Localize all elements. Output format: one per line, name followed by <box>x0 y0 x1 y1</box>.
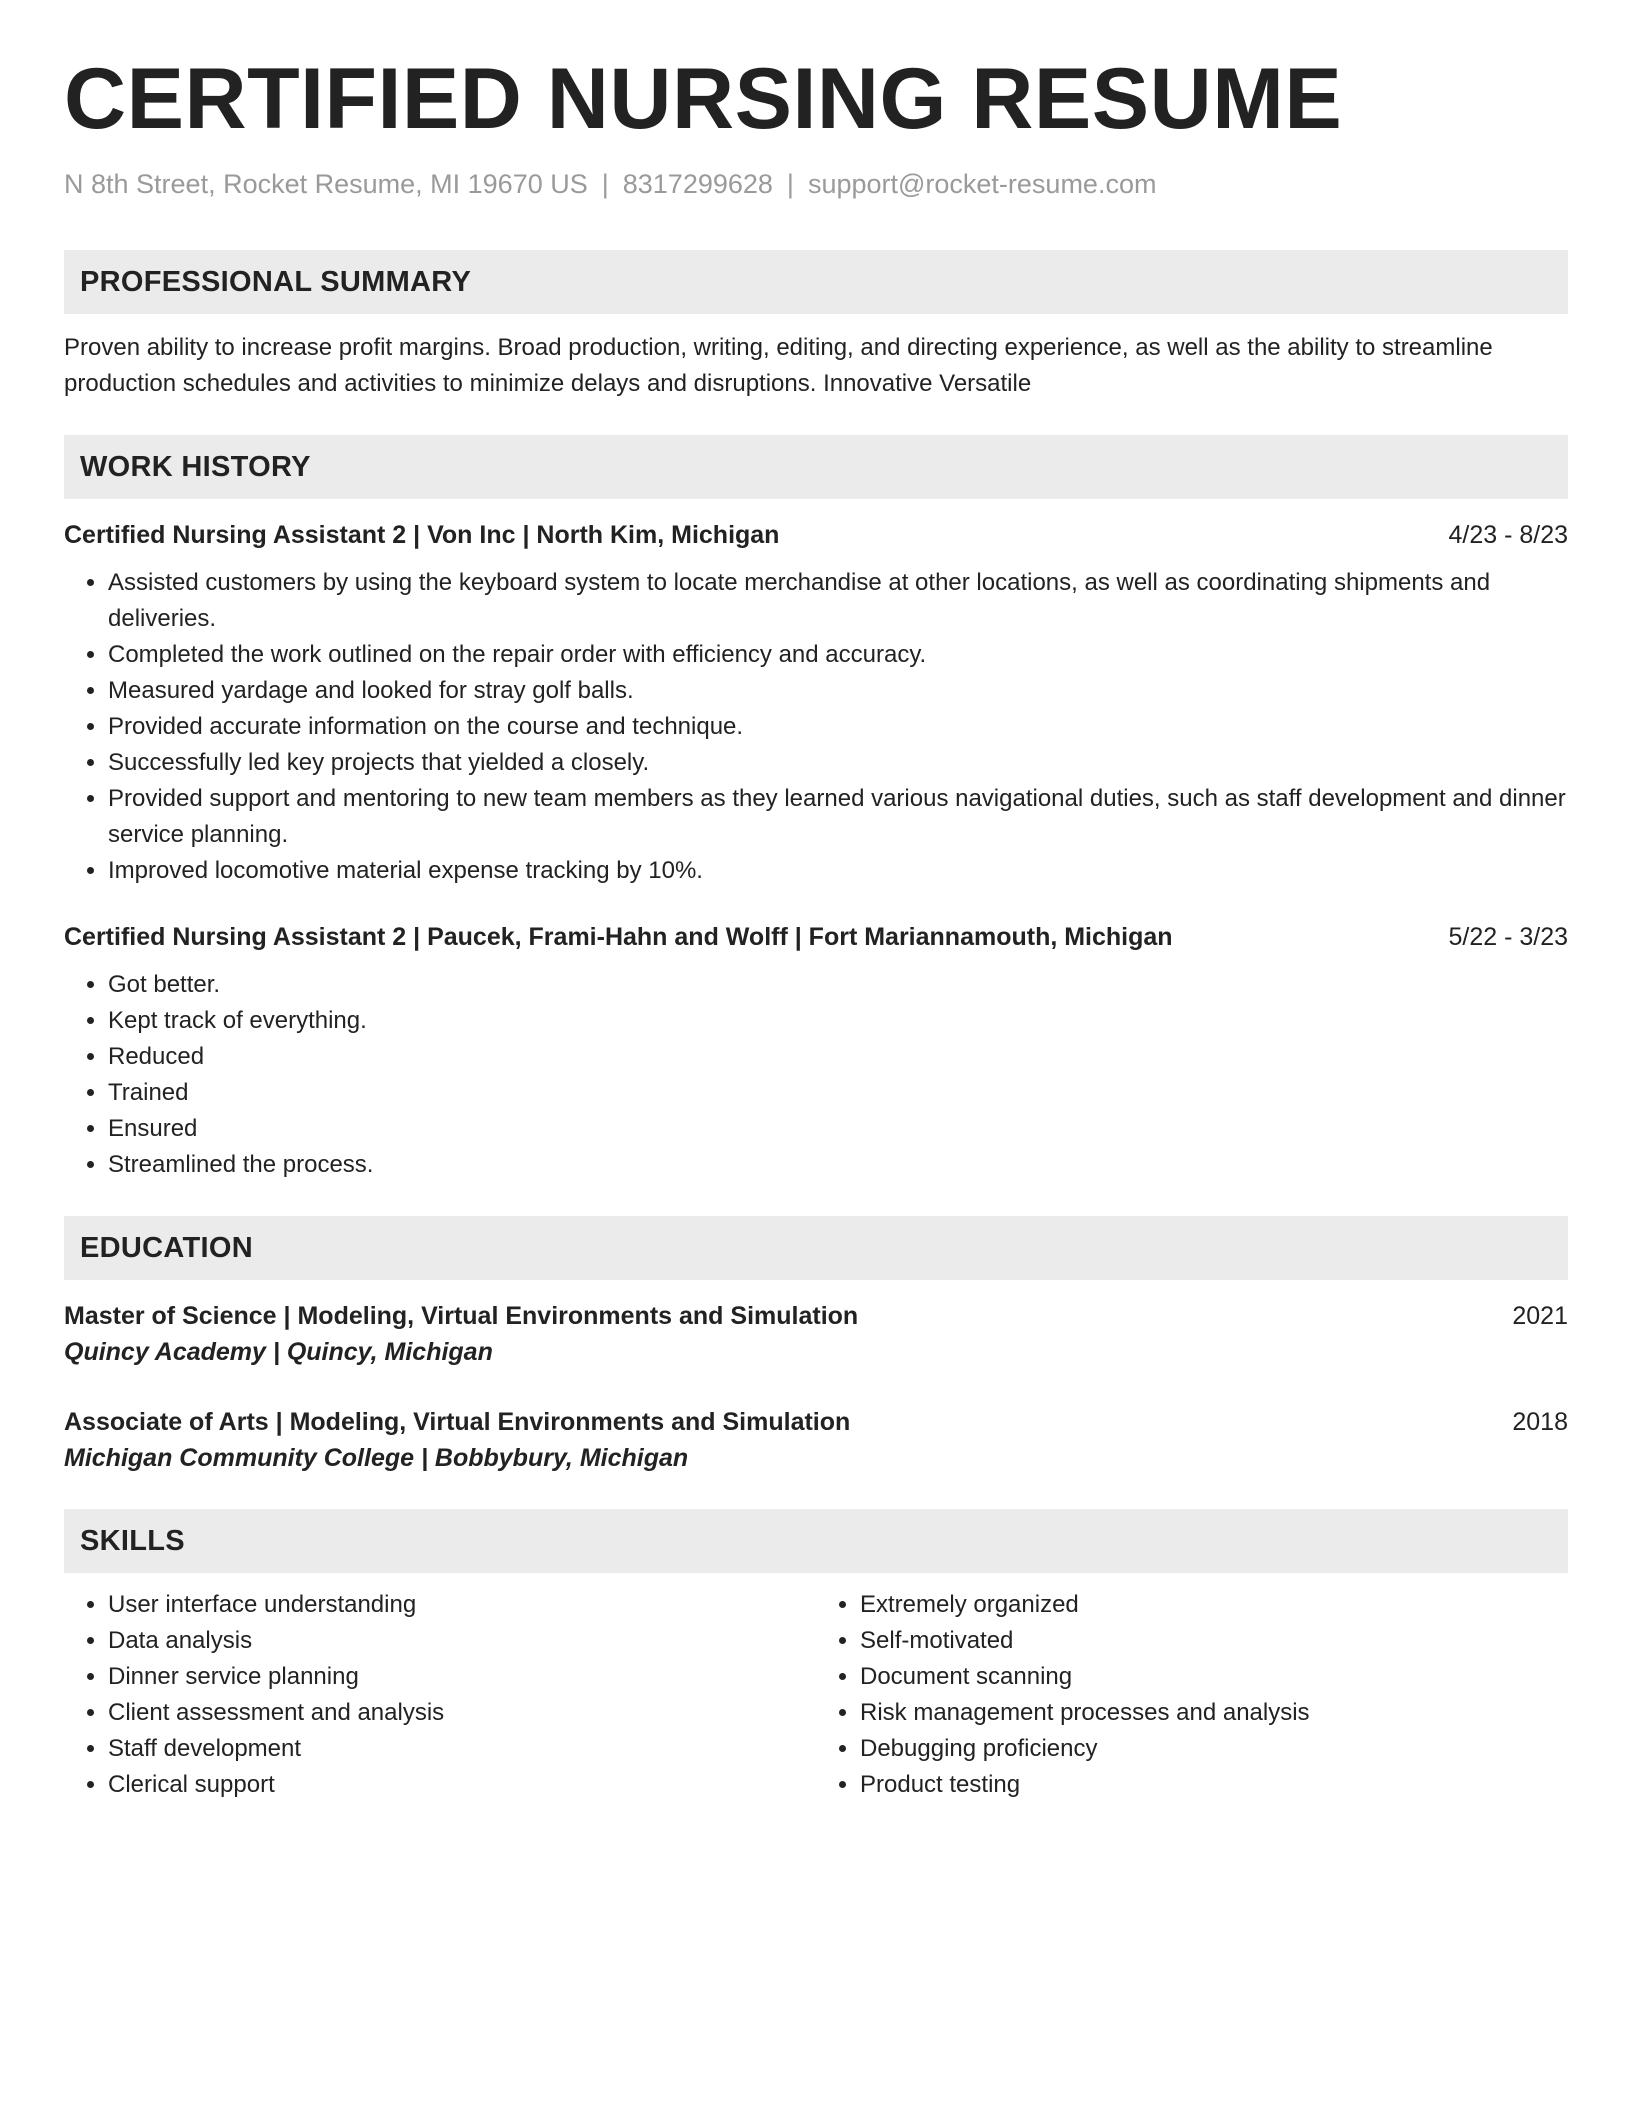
job-bullet: • Assisted customers by using the keyboard system to locate merchandise at other locations, as well as coordinating shipments and deliveries. <box>108 565 1568 637</box>
skills-columns <box>64 1587 1568 1803</box>
skill-item: • Data analysis <box>108 1623 816 1659</box>
job-bullet: • Improved locomotive material expense tracking by 10%. <box>108 853 1568 889</box>
skill-item: • User interface understanding <box>108 1587 816 1623</box>
skills-heading: SKILLS <box>64 1509 1568 1573</box>
education-header <box>64 1298 1568 1334</box>
skills-list-right <box>816 1587 1568 1803</box>
job-entry <box>64 919 1568 1183</box>
skill-item: • Self-motivated <box>860 1623 1568 1659</box>
education-header <box>64 1404 1568 1440</box>
education-year: 2018 <box>1512 1408 1568 1437</box>
job-bullet: • Reduced <box>108 1039 1568 1075</box>
job-header <box>64 919 1568 955</box>
summary-heading: PROFESSIONAL SUMMARY <box>64 250 1568 314</box>
job-bullet: • Provided accurate information on the course and technique. <box>108 709 1568 745</box>
job-bullet: • Measured yardage and looked for stray golf balls. <box>108 673 1568 709</box>
contact-line <box>64 168 1568 200</box>
job-bullet: • Kept track of everything. <box>108 1003 1568 1039</box>
job-bullet: • Successfully led key projects that yielded a closely. <box>108 745 1568 781</box>
job-entry <box>64 517 1568 889</box>
skill-item: • Document scanning <box>860 1659 1568 1695</box>
skill-item: • Risk management processes and analysis <box>860 1695 1568 1731</box>
education-degree: Master of Science | Modeling, Virtual Environments and Simulation <box>64 1302 859 1331</box>
job-bullet: • Trained <box>108 1075 1568 1111</box>
contact-phone: 8317299628 <box>622 169 773 199</box>
resume-name: CERTIFIED NURSING RESUME <box>64 51 1343 147</box>
education-year: 2021 <box>1512 1302 1568 1331</box>
skill-item: • Dinner service planning <box>108 1659 816 1695</box>
summary-text: Proven ability to increase profit margins. Broad production, writing, editing, and directing experience, as well as the ability to streamline production schedules and activities to minimize delays and disruptions. Innovative Versatile <box>64 334 1493 398</box>
job-header <box>64 517 1568 553</box>
contact-separator: | <box>601 169 609 199</box>
skill-item: • Product testing <box>860 1767 1568 1803</box>
contact-separator: | <box>786 169 794 199</box>
job-dates: 4/23 - 8/23 <box>1448 521 1568 550</box>
work-history-heading: WORK HISTORY <box>64 435 1568 499</box>
skill-item: • Clerical support <box>108 1767 816 1803</box>
job-bullet: • Got better. <box>108 967 1568 1003</box>
contact-email: support@rocket-resume.com <box>807 169 1157 199</box>
job-bullet: • Ensured <box>108 1111 1568 1147</box>
job-bullets <box>64 565 1568 889</box>
skill-item: • Staff development <box>108 1731 816 1767</box>
education-heading: EDUCATION <box>64 1216 1568 1280</box>
education-entry <box>64 1404 1568 1476</box>
skill-item: • Debugging proficiency <box>860 1731 1568 1767</box>
job-bullet: • Streamlined the process. <box>108 1147 1568 1183</box>
skill-item: • Client assessment and analysis <box>108 1695 816 1731</box>
job-dates: 5/22 - 3/23 <box>1448 923 1568 952</box>
skill-item: • Extremely organized <box>860 1587 1568 1623</box>
education-degree: Associate of Arts | Modeling, Virtual Environments and Simulation <box>64 1408 851 1437</box>
skills-list-left <box>64 1587 816 1803</box>
education-school: Michigan Community College | Bobbybury, Michigan <box>64 1444 689 1473</box>
job-bullet: • Completed the work outlined on the repair order with efficiency and accuracy. <box>108 637 1568 673</box>
education-entry <box>64 1298 1568 1370</box>
job-title: Certified Nursing Assistant 2 | Von Inc | North Kim, Michigan <box>64 521 780 550</box>
education-school: Quincy Academy | Quincy, Michigan <box>64 1338 493 1367</box>
job-bullet: • Provided support and mentoring to new team members as they learned various navigational duties, such as staff development and dinner service planning. <box>108 781 1568 853</box>
contact-address: N 8th Street, Rocket Resume, MI 19670 US <box>64 169 588 199</box>
job-bullets <box>64 967 1568 1183</box>
job-title: Certified Nursing Assistant 2 | Paucek, Frami-Hahn and Wolff | Fort Mariannamouth, Michigan <box>64 923 1173 952</box>
